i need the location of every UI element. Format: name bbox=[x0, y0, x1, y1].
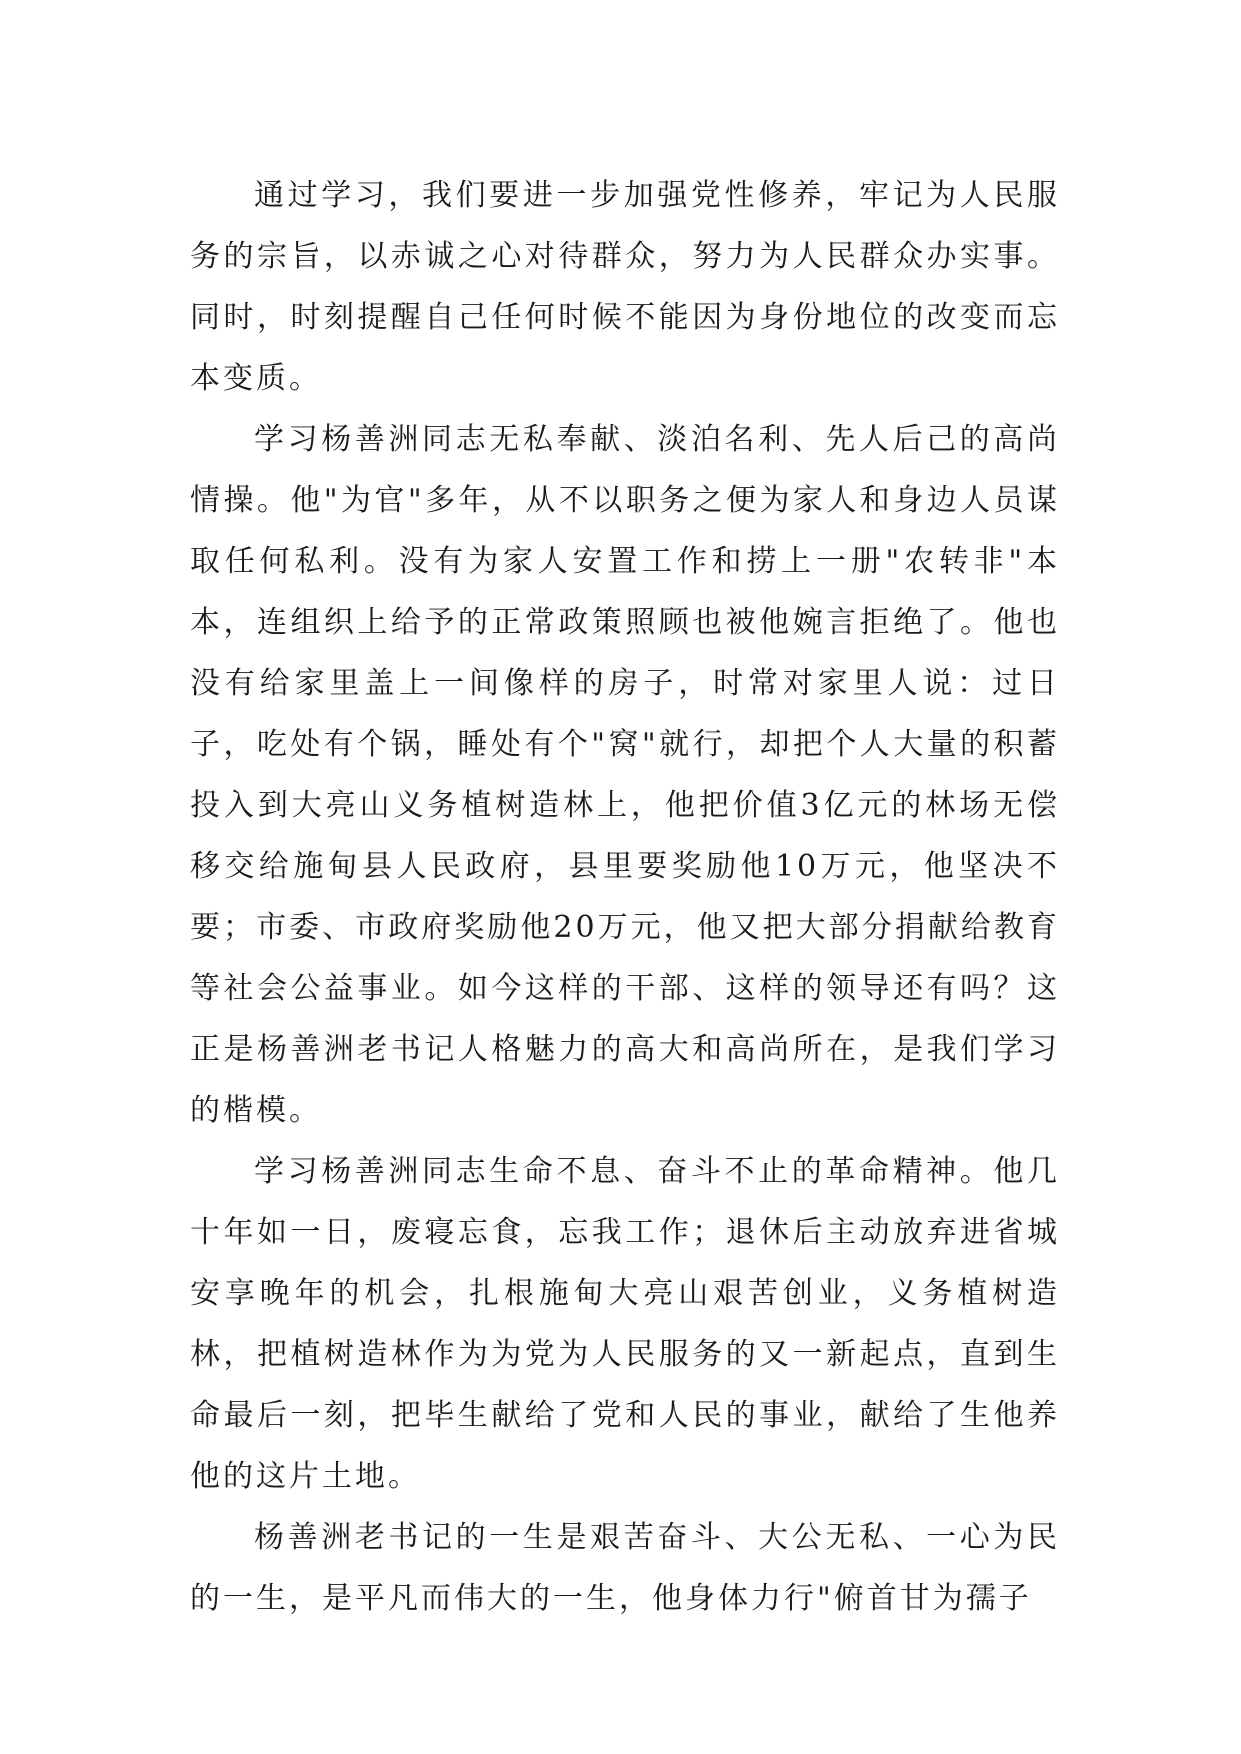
paragraph-life-summary: 杨善洲老书记的一生是艰苦奋斗、大公无私、一心为民的一生，是平凡而伟大的一生，他身体力行"俯首甘为孺子 bbox=[190, 1520, 1060, 1616]
paragraph-selfless-dedication: 学习杨善洲同志无私奉献、淡泊名利、先人后己的高尚情操。他"为官"多年，从不以职务之便为家人和身边人员谋取任何私利。没有为家人安置工作和捞上一册"农转非"本本，连组织上给予的正常政策照顾也被他婉言拒绝了。他也没有给家里盖上一间像样的房子，时常对家里人说：过日子，吃处有个锅，睡处有个"窝"就行，却把个人大量的积蓄投入到大亮山义务植树造林上，他把价值3亿元的林场无偿移交给施甸县人民政府，县里要奖励他10万元，他坚决不要；市委、市政府奖励他20万元，他又把大部分捐献给教育等社会公益事业。如今这样的干部、这样的领导还有吗？这正是杨善洲老书记人格魅力的高大和高尚所在，是我们学习的楷模。 bbox=[190, 422, 1060, 1128]
paragraph-party-cultivation: 通过学习，我们要进一步加强党性修养，牢记为人民服务的宗旨，以赤诚之心对待群众，努力为人民群众办实事。同时，时刻提醒自己任何时候不能因为身份地位的改变而忘本变质。 bbox=[190, 178, 1060, 396]
paragraph-revolutionary-spirit: 学习杨善洲同志生命不息、奋斗不止的革命精神。他几十年如一日，废寝忘食，忘我工作；退休后主动放弃进省城安享晚年的机会，扎根施甸大亮山艰苦创业，义务植树造林，把植树造林作为为党为人民服务的又一新起点，直到生命最后一刻，把毕生献给了党和人民的事业，献给了生他养他的这片土地。 bbox=[190, 1154, 1060, 1494]
document-body bbox=[190, 165, 1060, 1629]
